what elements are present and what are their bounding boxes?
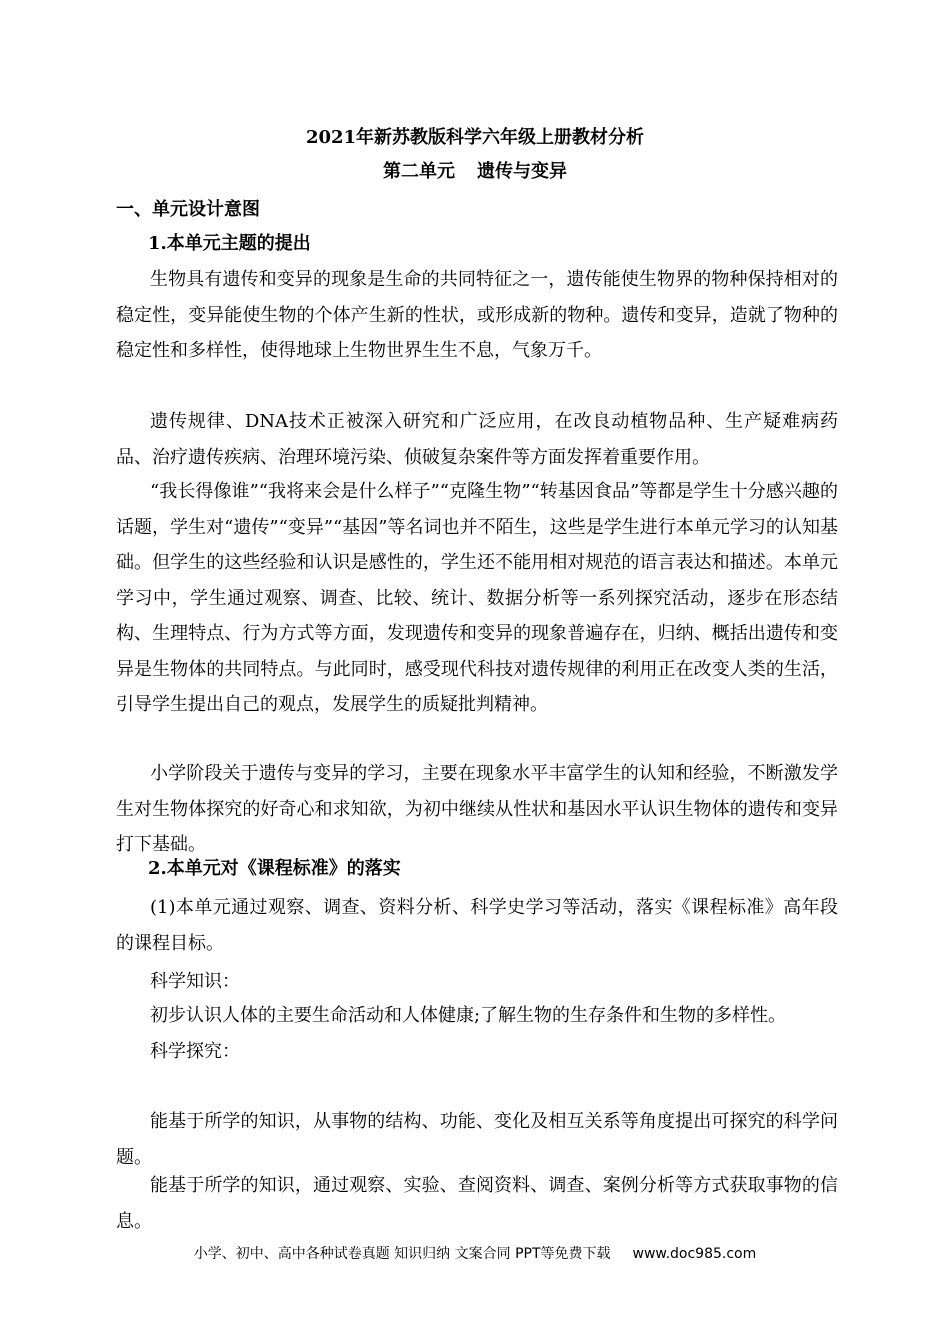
unit-name: 遗传与变异 xyxy=(477,161,567,182)
paragraph: 能基于所学的知识，从事物的结构、功能、变化及相互关系等角度提出可探究的科学问题。 xyxy=(116,1111,838,1168)
paragraph: 初步认识人体的主要生命活动和人体健康;了解生物的生存条件和生物的多样性。 xyxy=(150,1005,787,1026)
document-title: 2021年新苏教版科学六年级上册教材分析 xyxy=(305,127,645,148)
paragraph-label-science-knowledge: 科学知识： xyxy=(150,971,240,992)
footer xyxy=(0,1244,950,1264)
paragraph: 小学阶段关于遗传与变异的学习，主要在现象水平丰富学生的认知和经验，不断激发学生对生物体探究的好奇心和求知欲，为初中继续从性状和基因水平认识生物体的遗传和变异打下基础。 xyxy=(116,763,838,855)
footer-url-link[interactable]: www.doc985.com xyxy=(632,1246,757,1262)
subsection-heading-curriculum-standards: 2.本单元对《课程标准》的落实 xyxy=(148,858,401,879)
unit-number: 第二单元 xyxy=(383,161,455,182)
unit-title xyxy=(0,160,950,184)
paragraph: “我长得像谁”“我将来会是什么样子”“克隆生物”“转基因食品”等都是学生十分感兴趣的话题，学生对“遗传”“变异”“基因”等名词也并不陌生，这些是学生进行本单元学习的认知基础。但学生的这些经验和认识是感性的，学生还不能用相对规范的语言表达和描述。本单元学习中，学生通过观察、调查、比较、统计、数据分析等一系列探究活动，逐步在形态结构、生理特点、行为方式等方面，发现遗传和变异的现象普遍存在，归纳、概括出遗传和变异是生物体的共同特点。与此同时，感受现代科技对遗传规律的利用正在改变人类的生活，引导学生提出自己的观点，发展学生的质疑批判精神。 xyxy=(116,481,838,715)
section-heading-design-intent: 一、单元设计意图 xyxy=(116,199,260,220)
paragraph: (1)本单元通过观察、调查、资料分析、科学史学习等活动，落实《课程标准》高年段的课程目标。 xyxy=(116,897,838,954)
paragraph-label-science-inquiry: 科学探究： xyxy=(150,1041,240,1062)
paragraph: 能基于所学的知识，通过观察、实验、查阅资料、调查、案例分析等方式获取事物的信息。 xyxy=(116,1175,838,1232)
subsection-heading-theme: 1.本单元主题的提出 xyxy=(148,233,311,254)
footer-text: 小学、初中、高中各种试卷真题 知识归纳 文案合同 PPT等免费下载 xyxy=(193,1246,611,1262)
paragraph: 生物具有遗传和变异的现象是生命的共同特征之一，遗传能使生物界的物种保持相对的稳定性，变异能使生物的个体产生新的性状，或形成新的物种。遗传和变异，造就了物种的稳定性和多样性，使得地球上生物世界生生不息，气象万千。 xyxy=(116,269,838,361)
paragraph: 遗传规律、DNA技术正被深入研究和广泛应用，在改良动植物品种、生产疑难病药品、治疗遗传疾病、治理环境污染、侦破复杂案件等方面发挥着重要作用。 xyxy=(116,411,838,468)
